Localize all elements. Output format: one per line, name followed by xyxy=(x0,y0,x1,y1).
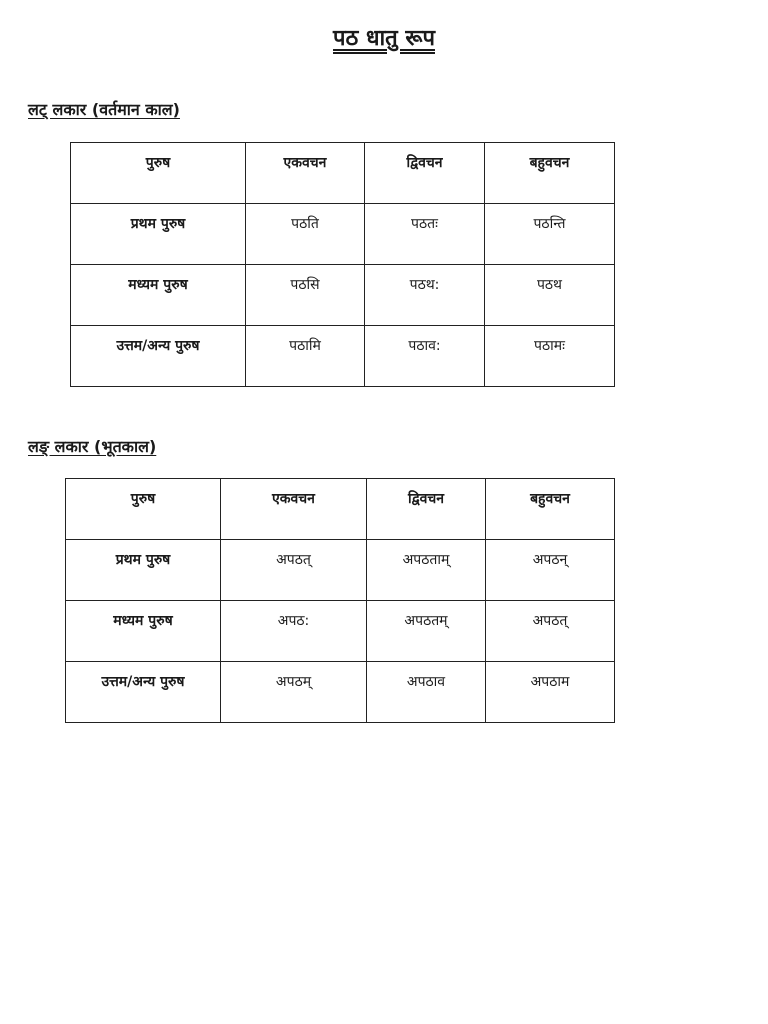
table-cell: अपठाव xyxy=(367,662,486,723)
table-cell: पठामि xyxy=(246,326,365,387)
table-cell: पठथ xyxy=(485,265,615,326)
row-header: उत्तम/अन्य पुरुष xyxy=(71,326,246,387)
table-row xyxy=(66,662,615,723)
column-header: पुरुष xyxy=(66,479,221,540)
table-cell: अपठ: xyxy=(221,601,367,662)
column-header: एकवचन xyxy=(246,143,365,204)
table-cell: अपठम् xyxy=(221,662,367,723)
table-header-row xyxy=(71,143,615,204)
section-heading-lang-lakar: लङ् लकार (भूतकाल) xyxy=(28,437,157,456)
table-cell: पठसि xyxy=(246,265,365,326)
table-cell: अपठत् xyxy=(221,540,367,601)
row-header: प्रथम पुरुष xyxy=(71,204,246,265)
table-row xyxy=(71,265,615,326)
table-cell: अपठतम् xyxy=(367,601,486,662)
row-header: उत्तम/अन्य पुरुष xyxy=(66,662,221,723)
table-row xyxy=(66,540,615,601)
row-header: प्रथम पुरुष xyxy=(66,540,221,601)
column-header: बहुवचन xyxy=(485,143,615,204)
column-header: द्विवचन xyxy=(365,143,485,204)
lat-lakar-table xyxy=(70,142,615,387)
table-cell: पठाव: xyxy=(365,326,485,387)
column-header: पुरुष xyxy=(71,143,246,204)
row-header: मध्यम पुरुष xyxy=(71,265,246,326)
table-cell: अपठत् xyxy=(486,601,615,662)
column-header: एकवचन xyxy=(221,479,367,540)
row-header: मध्यम पुरुष xyxy=(66,601,221,662)
table-row xyxy=(71,204,615,265)
table-row xyxy=(66,601,615,662)
table-cell: पठति xyxy=(246,204,365,265)
section-heading-lat-lakar: लट् लकार (वर्तमान काल) xyxy=(28,100,180,119)
table-cell: अपठताम् xyxy=(367,540,486,601)
table-cell: पठामः xyxy=(485,326,615,387)
table-cell: अपठन् xyxy=(486,540,615,601)
table-cell: पठतः xyxy=(365,204,485,265)
table-header-row xyxy=(66,479,615,540)
document-title: पठ धातु रूप xyxy=(333,26,435,51)
table-cell: पठथ: xyxy=(365,265,485,326)
table-cell: अपठाम xyxy=(486,662,615,723)
table-row xyxy=(71,326,615,387)
column-header: द्विवचन xyxy=(367,479,486,540)
lang-lakar-table xyxy=(65,478,615,723)
column-header: बहुवचन xyxy=(486,479,615,540)
table-cell: पठन्ति xyxy=(485,204,615,265)
